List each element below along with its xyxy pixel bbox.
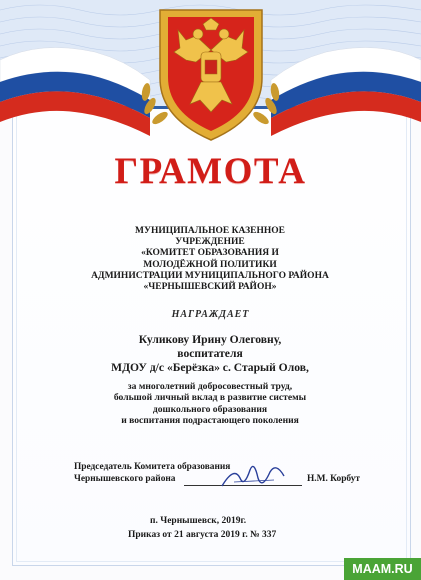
organization-line: УЧРЕЖДЕНИЕ — [175, 237, 245, 248]
certificate-title: ГРАМОТА — [114, 151, 307, 192]
signature-block — [74, 462, 384, 485]
recipient-line: воспитателя — [177, 347, 243, 360]
reason-line: дошкольного образования — [152, 403, 268, 415]
place-date: п. Чернышевск, 2019г. — [150, 516, 247, 526]
recipient-line: МДОУ д/с «Берёзка» с. Старый Олов, — [111, 361, 309, 374]
maam-logo: MAAM.RU — [344, 558, 421, 580]
organization-line: «ЧЕРНЫШЕВСКИЙ РАЙОН» — [143, 282, 277, 293]
organization-line: «КОМИТЕТ ОБРАЗОВАНИЯ И — [141, 248, 279, 259]
signer-position-line: Председатель Комитета образования — [74, 462, 231, 472]
reason-line: за многолетний добросовестный труд, — [127, 381, 293, 392]
organization-line: АДМИНИСТРАЦИИ МУНИЦИПАЛЬНОГО РАЙОНА — [91, 270, 329, 281]
award-reason — [90, 381, 330, 427]
recipient-line: Куликову Ирину Олеговну, — [138, 333, 282, 346]
signer-position-line: Чернышевского района — [74, 473, 176, 484]
organization-name — [70, 226, 350, 293]
awards-label: НАГРАЖДАЕТ — [171, 309, 250, 320]
reason-line: большой личный вклад в развитие системы — [113, 392, 307, 404]
order-reference: Приказ от 21 августа 2019 г. № 337 — [128, 530, 277, 540]
reason-line: и воспитания подрастающего поколения — [121, 415, 299, 427]
handwritten-signature — [214, 456, 294, 496]
header-banner — [0, 0, 421, 170]
coat-of-arms-emblem — [160, 10, 262, 140]
organization-line: МОЛОДЁЖНОЙ ПОЛИТИКИ — [143, 259, 277, 270]
organization-line: МУНИЦИПАЛЬНОЕ КАЗЕННОЕ — [135, 226, 285, 236]
signer-name: Н.М. Корбут — [307, 474, 361, 484]
recipient — [40, 333, 380, 375]
